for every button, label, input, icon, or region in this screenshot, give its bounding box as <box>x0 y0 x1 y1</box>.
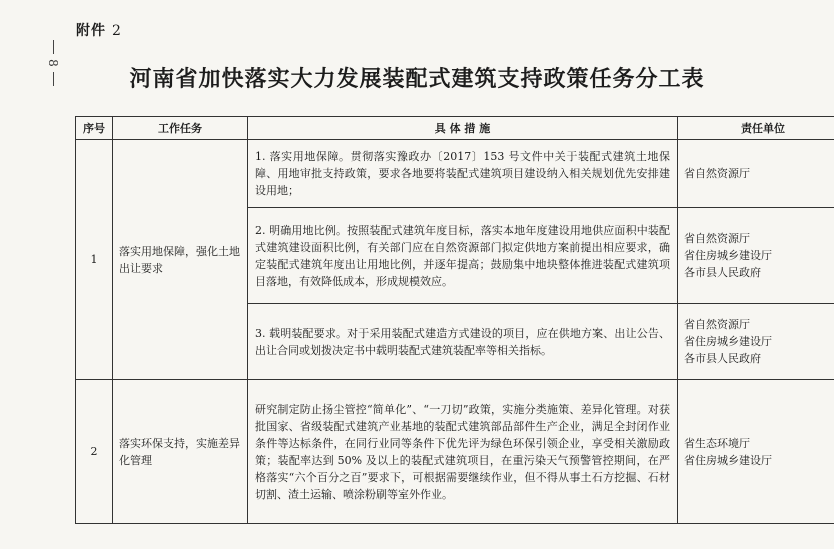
unit-name: 省住房城乡建设厅 <box>684 335 772 348</box>
col-header-task: 工作任务 <box>113 117 248 140</box>
row-task <box>113 380 248 524</box>
unit-name: 省自然资源厅 <box>684 232 750 245</box>
unit-name: 省生态环境厅 <box>684 436 750 450</box>
measure-cell: 3. 载明装配要求。对于采用装配式建造方式建设的项目，应在供地方案、出让公告、出让合同或划拨决定书中载明装配式建筑装配率等相关指标。 <box>248 304 678 380</box>
page-number-rule-top <box>53 40 54 54</box>
measure-cell: 1. 落实用地保障。贯彻落实豫政办〔2017〕153 号文件中关于装配式建筑土地保障、用地审批支持政策，要求各地要将装配式建筑项目建设纳入相关规划优先安排建设用地； <box>248 140 678 208</box>
col-header-unit: 责任单位 <box>678 117 834 140</box>
unit-name: 各市县人民政府 <box>684 266 761 279</box>
unit-name: 各市县人民政府 <box>684 352 761 365</box>
attachment-number: 2 <box>112 23 122 39</box>
attachment-label <box>76 20 122 40</box>
unit-cell <box>678 304 834 380</box>
row-number: 1 <box>76 140 113 380</box>
measure-cell: 研究制定防止扬尘管控“简单化”、“一刀切”政策，实施分类施策、差异化管理。对获批国家、省级装配式建筑产业基地的装配式建筑部品部件生产企业，满足全封闭作业条件等达标条件，在同行业同等条件下优先评为绿色环保引领企业，享受相关激励政策；装配率达到 50% 及以上的装配式建筑项目，在重污染天气预警管控期间，在严格落实“六个百分之百”要求下，可根据需要继续作业，但不得从事土石方挖掘、石材切割、渣土运输、喷涂粉刷等室外作业。 <box>248 380 678 524</box>
unit-name: 省住房城乡建设厅 <box>684 249 772 262</box>
task-text: 落实用地保障，强化土地出让要求 <box>119 244 240 275</box>
unit-name: 省自然资源厅 <box>684 167 750 180</box>
unit-cell <box>678 380 834 524</box>
unit-cell <box>678 140 834 208</box>
task-table <box>75 116 834 524</box>
task-text: 落实环保支持，实施差异化管理 <box>119 436 240 467</box>
attachment-label-text: 附件 <box>76 23 106 39</box>
page-title: 河南省加快落实大力发展装配式建筑支持政策任务分工表 <box>129 66 705 92</box>
table-header-row <box>76 117 834 140</box>
col-header-number: 序号 <box>76 117 113 140</box>
unit-name: 省住房城乡建设厅 <box>684 453 772 467</box>
measure-cell: 2. 明确用地比例。按照装配式建筑年度目标，落实本地年度建设用地供应面积中装配式建筑建设面积比例，有关部门应在自然资源部门拟定供地方案前提出相应要求，确定装配式建筑年度出让用地比例，并逐年提高；鼓励集中地块整体推进装配式建筑项目落地，有效降低成本，形成规模效应。 <box>248 208 678 304</box>
unit-cell <box>678 208 834 304</box>
table-row <box>76 380 834 524</box>
row-number: 2 <box>76 380 113 524</box>
col-header-measures: 具 体 措 施 <box>248 117 678 140</box>
row-task <box>113 140 248 380</box>
page-number-digit: 8 <box>46 59 60 67</box>
table-row <box>76 140 834 208</box>
unit-name: 省自然资源厅 <box>684 318 750 331</box>
